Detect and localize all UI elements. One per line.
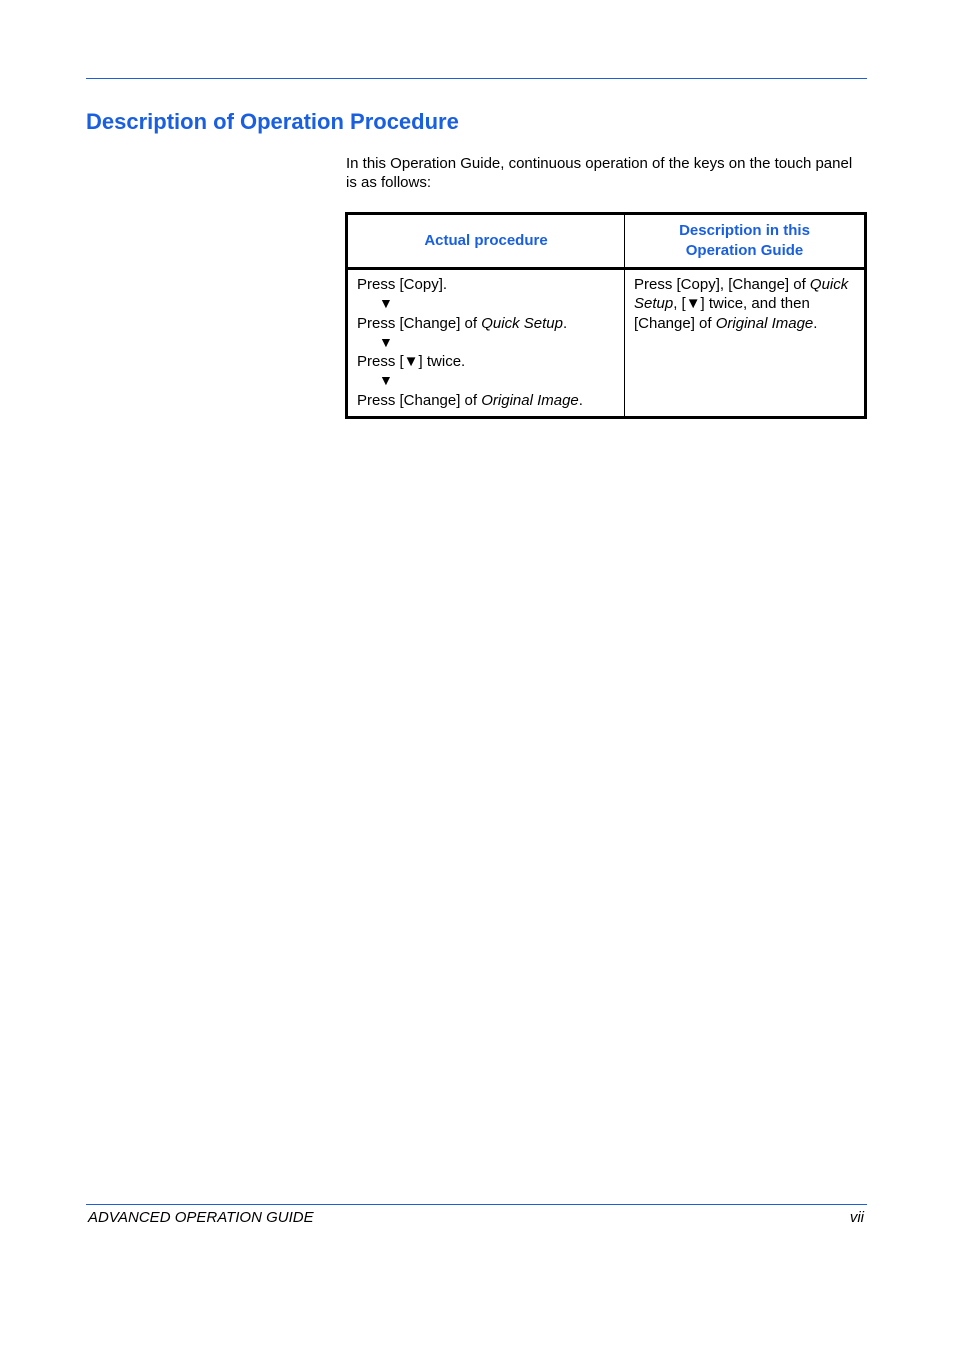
- step-4-emphasis: Original Image: [481, 391, 579, 409]
- table-header-row: [347, 214, 866, 269]
- down-arrow-icon: ▼: [379, 372, 393, 389]
- procedure-table: [345, 212, 867, 419]
- description-emphasis-1: Quick Setup: [634, 276, 849, 313]
- step-2: [357, 314, 616, 333]
- header-rule: [86, 78, 867, 79]
- header-description-line2: Operation Guide: [685, 242, 804, 259]
- step-2-text: Press [Change] of: [357, 314, 482, 332]
- description-part-1: Press [Copy], [Change] of: [634, 276, 810, 293]
- step-2-emphasis: Quick Setup: [481, 314, 563, 332]
- step-4-period: .: [578, 391, 583, 409]
- step-3: Press [▼] twice.: [357, 353, 466, 371]
- step-4-text: Press [Change] of: [357, 391, 482, 409]
- description-emphasis-2: Original Image: [715, 314, 814, 332]
- header-actual-procedure: [347, 214, 625, 269]
- footer-rule: [86, 1204, 867, 1205]
- step-2-period: .: [562, 314, 568, 332]
- table-row: [347, 269, 866, 418]
- step-1: Press [Copy].: [357, 276, 448, 293]
- down-arrow-icon: ▼: [379, 295, 393, 312]
- header-description-line1: Description in this: [679, 222, 810, 239]
- description-cell: [625, 269, 866, 418]
- description-part-3: .: [813, 314, 818, 332]
- footer-page-number: vii: [849, 1209, 864, 1226]
- page-title: Description of Operation Procedure: [86, 109, 459, 134]
- intro-paragraph: In this Operation Guide, continuous operation of the keys on the touch panel is as follows:: [346, 155, 853, 191]
- header-description: [625, 214, 866, 269]
- step-4: [357, 391, 616, 410]
- description-part-2: , [▼] twice, and then [Change] of: [634, 295, 810, 332]
- down-arrow-icon: ▼: [379, 333, 393, 350]
- actual-procedure-cell: [347, 269, 625, 418]
- header-actual-procedure-text: Actual procedure: [424, 232, 548, 249]
- footer-guide-title: ADVANCED OPERATION GUIDE: [88, 1209, 314, 1226]
